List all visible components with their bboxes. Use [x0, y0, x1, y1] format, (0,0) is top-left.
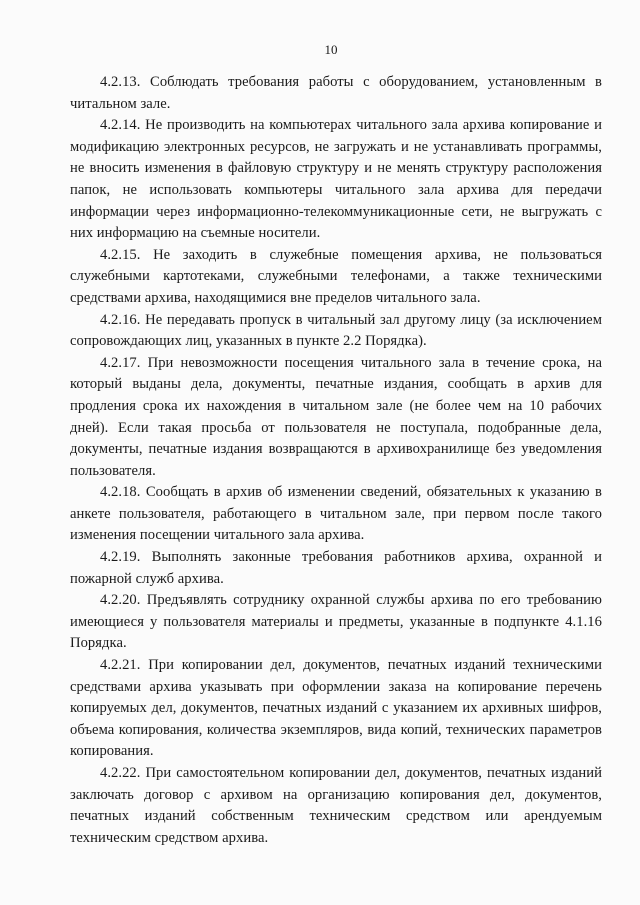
paragraph-4-2-21: 4.2.21. При копировании дел, документов, печатных изданий техническими средствами архива указывать при оформлении заказа на копирование перечень копируемых дел, документов, печатных изданий с указанием их архивных шифров, объема копирования, количества экземпляров, вида копий, технических параметров копирования. [70, 657, 602, 760]
paragraph-4-2-14: 4.2.14. Не производить на компьютерах читального зала архива копирование и модификацию электронных ресурсов, не загружать и не устанавливать программы, не вносить изменения в файловую структуру и не менять структуру расположения папок, не использовать компьютеры читального зала архива для передачи информации через информационно-телекоммуникационные сети, не выгружать с них информацию на съемные носители. [70, 117, 602, 242]
paragraph-4-2-18: 4.2.18. Сообщать в архив об изменении сведений, обязательных к указанию в анкете пользователя, работающего в читальном зале, при первом после такого изменения посещении читального зала архива. [70, 484, 602, 544]
paragraph-4-2-13: 4.2.13. Соблюдать требования работы с оборудованием, установленным в читальном зале. [70, 74, 602, 112]
paragraph-4-2-20: 4.2.20. Предъявлять сотруднику охранной службы архива по его требованию имеющиеся у пользователя материалы и предметы, указанные в подпункте 4.1.16 Порядка. [70, 592, 602, 652]
paragraph-4-2-15: 4.2.15. Не заходить в служебные помещения архива, не пользоваться служебными картотеками, служебными телефонами, а также техническими средствами архива, находящимися вне пределов читального зала. [70, 246, 602, 306]
paragraph-4-2-16: 4.2.16. Не передавать пропуск в читальный зал другому лицу (за исключением сопровождающих лиц, указанных в пункте 2.2 Порядка). [70, 311, 602, 350]
paragraph-4-2-19: 4.2.19. Выполнять законные требования работников архива, охранной и пожарной служб архива. [70, 549, 602, 587]
paragraph-4-2-22: 4.2.22. При самостоятельном копировании дел, документов, печатных изданий заключать договор с архивом на организацию копирования дел, документов, печатных изданий собственным техническим средством или арендуемым техническим средством архива. [70, 765, 602, 846]
page-number: 10 [324, 42, 338, 57]
paragraph-4-2-17: 4.2.17. При невозможности посещения читального зала в течение срока, на который выданы дела, документы, печатные издания, сообщать в архив для продления срока их нахождения в читальном зале (не более чем на 10 рабочих дней). Если такая просьба от пользователя не поступала, подобранные дела, документы, печатные издания возвращаются в архивохранилище без уведомления пользователя. [70, 354, 602, 479]
